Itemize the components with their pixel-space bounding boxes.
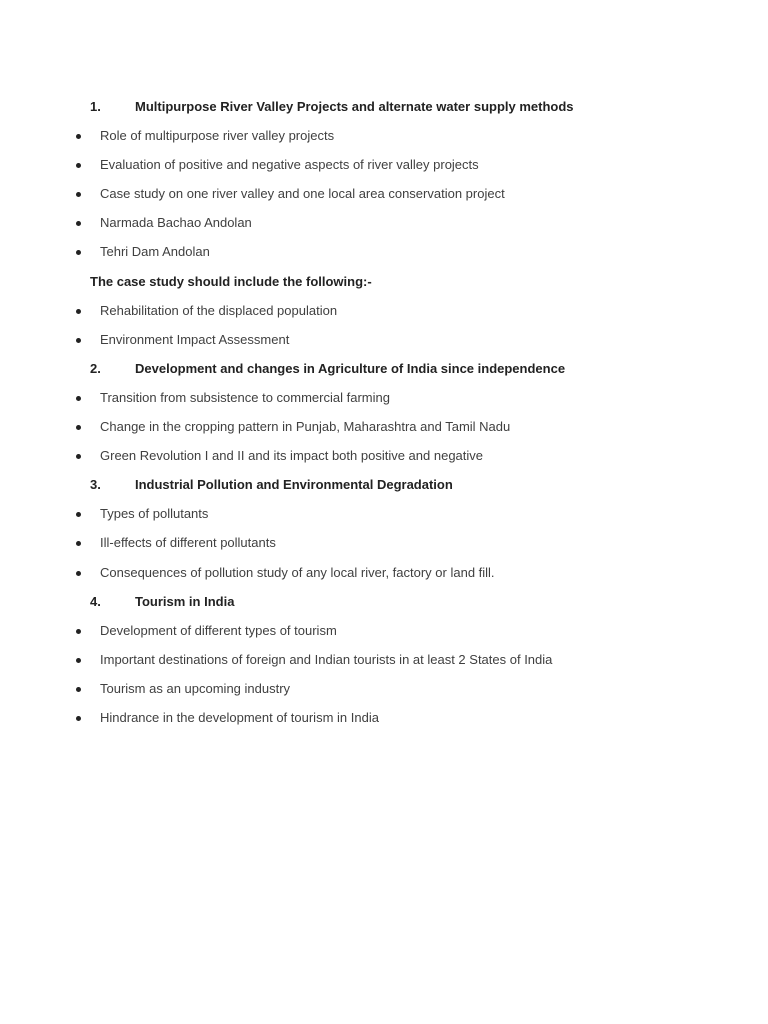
bullet-icon (76, 687, 81, 692)
list-item-text: Important destinations of foreign and Indian tourists in at least 2 States of India (100, 651, 553, 667)
list-item-text: Role of multipurpose river valley projects (100, 128, 335, 144)
bullet-icon (76, 309, 81, 314)
bullet-icon (76, 425, 81, 430)
list-item-text: Change in the cropping pattern in Punjab, Maharashtra and Tamil Nadu (100, 419, 511, 435)
bullet-icon (76, 221, 81, 226)
bullet-icon (76, 192, 81, 197)
list-item-text: Ill-effects of different pollutants (100, 535, 276, 551)
list-item (0, 680, 768, 709)
section-heading (0, 476, 768, 505)
bullet-icon (76, 134, 81, 139)
bullet-icon (76, 571, 81, 576)
list-item (0, 709, 768, 738)
list-item-text: Evaluation of positive and negative aspects of river valley projects (100, 157, 479, 173)
list-item (0, 185, 768, 214)
case-study-subheading (0, 273, 768, 302)
section-title: Industrial Pollution and Environmental Degradation (135, 477, 453, 493)
bullet-icon (76, 629, 81, 634)
list-item (0, 564, 768, 593)
list-item (0, 156, 768, 185)
section-number: 4. (90, 593, 101, 609)
list-item (0, 214, 768, 243)
list-item (0, 389, 768, 418)
bullet-icon (76, 512, 81, 517)
section-heading (0, 360, 768, 389)
bullet-icon (76, 716, 81, 721)
list-item-text: Transition from subsistence to commercial farming (100, 389, 390, 405)
list-item (0, 243, 768, 272)
section-number: 2. (90, 360, 101, 376)
subheading-text: The case study should include the following:- (90, 273, 372, 289)
section-heading (0, 98, 768, 127)
bullet-icon (76, 163, 81, 168)
list-item-text: Consequences of pollution study of any local river, factory or land fill. (100, 564, 495, 580)
bullet-icon (76, 250, 81, 255)
list-item (0, 418, 768, 447)
list-item-text: Hindrance in the development of tourism in India (100, 709, 379, 725)
list-item-text: Types of pollutants (100, 506, 209, 522)
list-item-text: Narmada Bachao Andolan (100, 215, 252, 231)
section-number: 3. (90, 477, 101, 493)
list-item (0, 447, 768, 476)
document-body (0, 98, 768, 738)
list-item-text: Green Revolution I and II and its impact both positive and negative (100, 448, 484, 464)
list-item-text: Tehri Dam Andolan (100, 244, 210, 260)
bullet-icon (76, 396, 81, 401)
list-item-text: Tourism as an upcoming industry (100, 680, 291, 696)
section-title: Development and changes in Agriculture of India since independence (135, 360, 566, 376)
list-item-text: Case study on one river valley and one local area conservation project (100, 186, 505, 202)
list-item (0, 302, 768, 331)
bullet-icon (76, 658, 81, 663)
list-item (0, 651, 768, 680)
section-heading (0, 593, 768, 622)
bullet-icon (76, 541, 81, 546)
section-title: Tourism in India (135, 593, 235, 609)
list-item (0, 505, 768, 534)
list-item (0, 622, 768, 651)
list-item (0, 127, 768, 156)
list-item (0, 331, 768, 360)
section-title: Multipurpose River Valley Projects and alternate water supply methods (135, 99, 574, 114)
list-item-text: Environment Impact Assessment (100, 331, 290, 347)
section-number: 1. (90, 99, 101, 114)
bullet-icon (76, 454, 81, 459)
list-item-text: Development of different types of tourism (100, 622, 337, 638)
list-item-text: Rehabilitation of the displaced population (100, 302, 338, 318)
list-item (0, 534, 768, 563)
bullet-icon (76, 338, 81, 343)
